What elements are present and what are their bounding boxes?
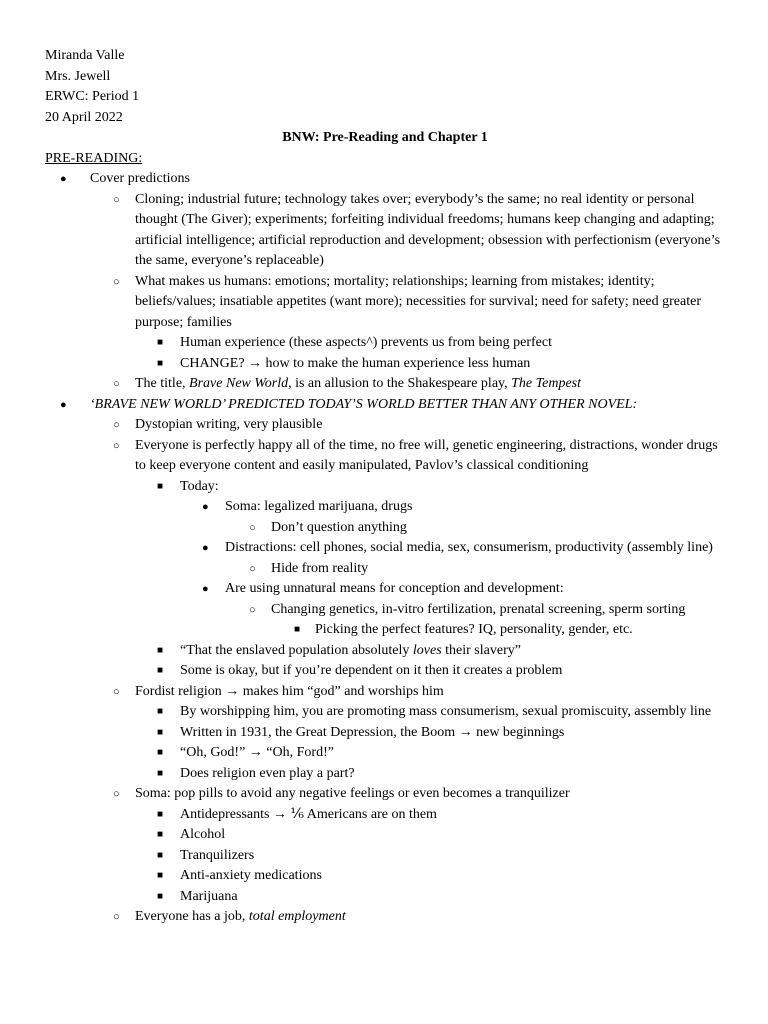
bullet-square-icon: ■ (157, 808, 164, 820)
list-item: ● Cover predictions (45, 169, 725, 190)
list-item: ● Distractions: cell phones, social media, sex, consumerism, productivity (assembly line) (45, 538, 725, 559)
heading-block (45, 46, 725, 128)
list-item: ■ Marijuana (45, 887, 725, 908)
bullet-square-icon: ■ (157, 829, 164, 840)
list-item: ○ What makes us humans: emotions; mortality; relationships; learning from mistakes; identity; beliefs/values; insatiable appetites (want more); necessities for survival; need for safety; need greater purpose; families (113, 273, 702, 330)
list-item: ■ CHANGE? → how to make the human experience less human (45, 354, 725, 375)
bullet-square-icon: ■ (157, 870, 164, 881)
list-item: ■ Some is okay, but if you’re dependent on it then it creates a problem (45, 661, 725, 682)
bullet-square-icon: ■ (157, 747, 164, 758)
list-item: ○ Everyone is perfectly happy all of the time, no free will, genetic engineering, distractions, wonder drugs to keep everyone content and easily manipulated, Pavlov’s classical conditioning (113, 437, 718, 473)
teacher-name: Mrs. Jewell (45, 68, 111, 84)
notes-list (45, 169, 725, 928)
bullet-square-icon: ■ (157, 767, 164, 779)
bullet-square-icon: ■ (294, 624, 301, 635)
bullet-dot-icon: ● (60, 398, 67, 411)
bullet-circle-icon: ○ (113, 911, 120, 923)
bullet-circle-icon: ○ (113, 193, 120, 206)
bullet-square-icon: ■ (157, 337, 164, 348)
list-item: ○ Hide from reality (45, 559, 725, 580)
date: 20 April 2022 (45, 109, 123, 125)
bullet-dot-icon: ● (202, 501, 209, 513)
bullet-circle-icon: ○ (113, 439, 120, 452)
list-item: ■ By worshipping him, you are promoting mass consumerism, sexual promiscuity, assembly line (45, 702, 725, 723)
class-period: ERWC: Period 1 (45, 89, 140, 104)
list-item: ○ Dystopian writing, very plausible (45, 415, 725, 436)
bullet-circle-icon: ○ (113, 275, 120, 288)
list-item: ■ Anti-anxiety medications (45, 866, 725, 887)
bullet-circle-icon: ○ (113, 378, 120, 390)
bullet-square-icon: ■ (157, 480, 164, 492)
bullet-circle-icon: ○ (113, 419, 120, 431)
list-item: ○ Don’t question anything (45, 518, 725, 539)
list-item: ○ Fordist religion → makes him “god” and worships him (45, 682, 725, 703)
document-title: BNW: Pre-Reading and Chapter 1 (282, 130, 488, 145)
list-item: ■ Tranquilizers (45, 846, 725, 867)
bullet-square-icon: ■ (157, 726, 164, 738)
bullet-circle-icon: ○ (249, 562, 256, 575)
list-item: ● Are using unnatural means for conception and development: (45, 579, 725, 600)
list-item: ○ Changing genetics, in-vitro fertilization, prenatal screening, sperm sorting (45, 600, 725, 621)
bullet-square-icon: ■ (157, 706, 164, 717)
section-heading: PRE-READING: (45, 150, 143, 166)
list-item: ■ Does religion even play a part? (45, 764, 725, 785)
list-item: ■ Today: (45, 477, 725, 498)
bullet-square-icon: ■ (157, 644, 164, 656)
bullet-circle-icon: ○ (113, 685, 120, 698)
list-item: ■ Written in 1931, the Great Depression, the Boom → new beginnings (45, 723, 725, 744)
bullet-circle-icon: ○ (249, 521, 256, 534)
student-name: Miranda Valle (45, 48, 125, 63)
list-item: ○ The title, Brave New World, is an allusion to the Shakespeare play, The Tempest (45, 374, 725, 395)
list-item: ● Soma: legalized marijuana, drugs (45, 497, 725, 518)
document-page (45, 46, 725, 928)
list-item: ○ Everyone has a job, total employment (45, 907, 725, 928)
bullet-dot-icon: ● (202, 542, 209, 554)
bullet-circle-icon: ○ (249, 603, 256, 616)
bullet-square-icon: ■ (157, 849, 164, 861)
bullet-dot-icon: ● (60, 173, 67, 185)
list-item: ■ Antidepressants → ⅙ Americans are on them (45, 805, 725, 826)
list-item: ■ Picking the perfect features? IQ, personality, gender, etc. (45, 620, 725, 641)
list-item: ● ‘BRAVE NEW WORLD’ PREDICTED TODAY’S WORLD BETTER THAN ANY OTHER NOVEL: (45, 395, 725, 416)
bullet-square-icon: ■ (157, 357, 164, 369)
list-item: ○ Cloning; industrial future; technology takes over; everybody’s the same; no real identity or personal thought (The Giver); experiments; forfeiting individual freedoms; humans keep changing and adapting; artificial intelligence; artificial reproduction and development; obsession with perfectionism (everyone’s the same, everyone’s replaceable) (113, 191, 721, 268)
list-item: ■ Alcohol (45, 825, 725, 846)
bullet-square-icon: ■ (157, 665, 164, 676)
list-item: ■ “Oh, God!” → “Oh, Ford!” (45, 743, 725, 764)
list-item: ○ Soma: pop pills to avoid any negative feelings or even becomes a tranquilizer (45, 784, 725, 805)
bullet-circle-icon: ○ (113, 788, 120, 800)
bullet-square-icon: ■ (157, 890, 164, 902)
bullet-dot-icon: ● (202, 583, 209, 595)
list-item: ■ Human experience (these aspects^) prevents us from being perfect (45, 333, 725, 354)
list-item: ■ “That the enslaved population absolutely loves their slavery” (45, 641, 725, 662)
